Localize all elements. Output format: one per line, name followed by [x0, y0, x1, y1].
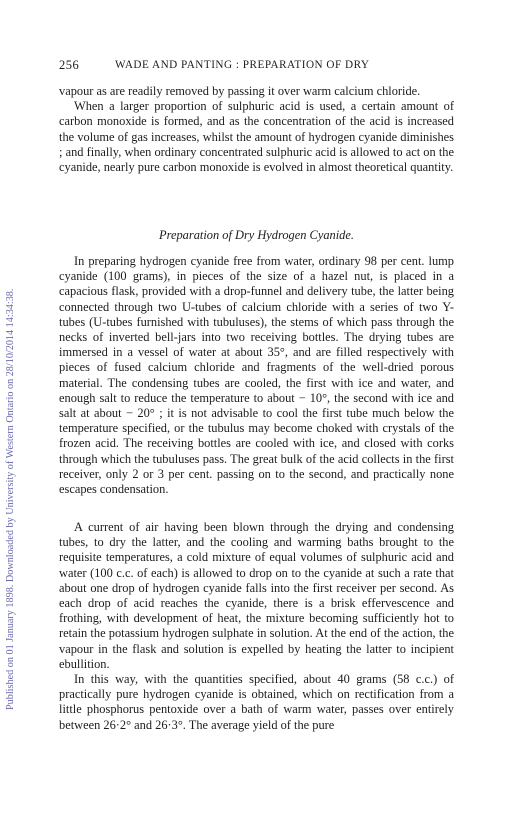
body-paragraph: In this way, with the quantities specified, about 40 grams (58 c.c.) of practically pure hydrogen cyanide is obtained, which on rectification from a little phosphorus pentoxide over a bath of warm water, passes over entirely between 26·2° and 26·3°. The average yield of the pure	[59, 672, 454, 732]
section-heading: Preparation of Dry Hydrogen Cyanide.	[159, 228, 354, 242]
body-paragraph: When a larger proportion of sulphuric acid is used, a certain amount of carbon monoxide is formed, and as the concentration of the acid is increased the volume of gas increases, whilst the amount of hydrogen cyanide diminishes ; and finally, when ordinary concentrated sulphuric acid is allowed to act on the cyanide, nearly pure carbon monoxide is evolved in almost theoretical quantity.	[59, 99, 454, 175]
body-paragraph: A current of air having been blown through the drying and condensing tubes, to dry the latter, and the cooling and warming baths brought to the requisite temperatures, a cold mixture of equal volumes of sulphuric acid and water (100 c.c. of each) is allowed to drop on to the cyanide at such a rate that about one drop of hydrogen cyanide falls into the first receiver per second. As each drop of acid reaches the cyanide, there is a brisk effervescence and frothing, with development of heat, the mixture becoming sufficiently hot to retain the potassium hydrogen sulphate in solution. At the end of the action, the vapour in the flask and solution is expelled by heating the latter to incipient ebullition.	[59, 520, 454, 671]
intro-text	[59, 84, 454, 175]
download-watermark: Published on 01 January 1898. Downloaded by University of Western Ontario on 28/10/2014 14:34:38.	[5, 288, 16, 710]
continuation-paragraph: vapour as are readily removed by passing it over warm calcium chloride.	[59, 84, 421, 98]
section-text-1	[59, 254, 454, 497]
running-head: WADE AND PANTING : PREPARATION OF DRY	[115, 59, 370, 71]
page-number: 256	[59, 58, 80, 72]
page-header	[59, 58, 454, 76]
section-text-2	[59, 520, 454, 733]
body-paragraph: In preparing hydrogen cyanide free from water, ordinary 98 per cent. lump cyanide (100 grams), in pieces of the size of a hazel nut, is placed in a capacious flask, provided with a drop-funnel and delivery tube, the latter being connected through two U-tubes of calcium chloride with a series of two Y-tubes (U-tubes furnished with tubuluses), the stems of which pass through the necks of inverted bell-jars into two receiving bottles. The drying tubes are immersed in a vessel of water at about 35°, and are filled respectively with pieces of fused calcium chloride and fragments of the well-dried porous material. The condensing tubes are cooled, the first with ice and water, and enough salt to reduce the temperature to about − 10°, the second with ice and salt at about − 20° ; it is not advisable to cool the first tube much below the temperature specified, or the tubulus may become choked with crystals of the frozen acid. The receiving bottles are cooled with ice, and closed with corks through which the tubuluses pass. The great bulk of the acid collects in the first receiver, only 2 or 3 per cent. passing on to the second, and practically none escapes condensation.	[59, 254, 454, 497]
